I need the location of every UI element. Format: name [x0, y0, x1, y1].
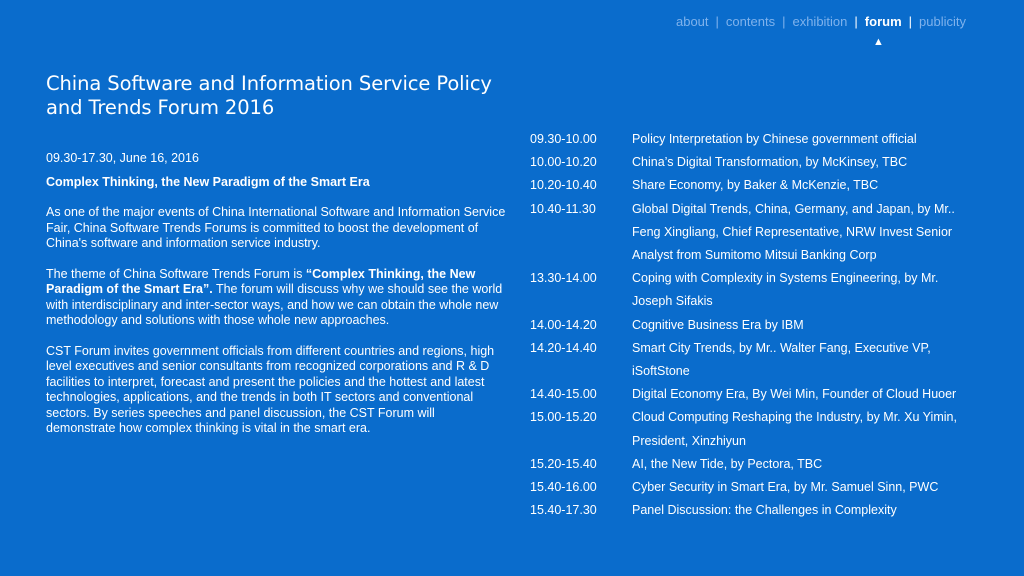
schedule-row [530, 174, 980, 197]
schedule-talk: Policy Interpretation by Chinese government official [632, 132, 917, 146]
schedule-talk: Coping with Complexity in Systems Engineering, by Mr. Joseph Sifakis [632, 271, 939, 309]
nav-link-exhibition[interactable]: exhibition [792, 14, 848, 29]
theme-paragraph-suffix: The forum will discuss why we should see the world with interdisciplinary and inter-sector ways, and how we can obtain the whole new methodology and solutions with those whole new approaches. [46, 282, 503, 327]
schedule-time: 15.40-17.30 [530, 503, 597, 518]
schedule-row [530, 151, 980, 174]
theme-paragraph-prefix: The theme of China Software Trends Forum is [46, 266, 306, 281]
schedule-row [530, 337, 980, 383]
schedule-time: 14.00-14.20 [530, 317, 597, 332]
page-title [46, 72, 506, 120]
schedule-talk: Cyber Security in Smart Era, by Mr. Samuel Sinn, PWC [632, 480, 939, 495]
theme-paragraph [46, 267, 506, 329]
schedule-row [530, 267, 980, 313]
nav-link-contents[interactable]: contents [725, 14, 776, 29]
schedule-time: 14.40-15.00 [530, 387, 597, 402]
schedule-talk: Smart City Trends, by Mr.. Walter Fang, Executive VP, iSoftStone [632, 340, 931, 379]
nav-separator: | [782, 14, 786, 29]
schedule-time: 15.40-16.00 [530, 480, 597, 495]
schedule-time: 10.20-10.40 [530, 178, 597, 193]
intro-paragraph: As one of the major events of China International Software and Information Service Fair, China Software Trends Forums is committed to boost the development of China's software and information service industry. [46, 205, 506, 250]
schedule-talk: China’s Digital Transformation, by McKinsey, TBC [632, 155, 908, 170]
schedule-time: 09.30-10.00 [530, 132, 597, 146]
schedule-time: 14.20-14.40 [530, 340, 597, 355]
nav-separator: | [715, 14, 719, 29]
schedule-talk: Global Digital Trends, China, Germany, and Japan, by Mr.. Feng Xingliang, Chief Representative, NRW Invest Senior Analyst from Sumitomo Mitsui Banking Corp [632, 201, 955, 263]
schedule-list [530, 128, 980, 522]
schedule-row [530, 383, 980, 406]
nav-separator: | [908, 14, 913, 29]
schedule-row [530, 314, 980, 337]
schedule-talk: AI, the New Tide, by Pectora, TBC [632, 456, 823, 471]
schedule-row [530, 476, 980, 499]
schedule-row [530, 499, 980, 522]
top-navigation [676, 14, 966, 29]
invitation-paragraph: CST Forum invites government officials from different countries and regions, high level executives and senior consultants from recognized corporations and R & D facilities to interpret, forecast and present the policies and the hottest and latest technologies, applications, and the trends in both IT sectors and conventional sectors. By series speeches and panel discussion, the CST Forum will demonstrate how complex thinking is vital in the smart era. [46, 343, 495, 435]
forum-theme-title: Complex Thinking, the New Paradigm of the Smart Era [46, 175, 370, 189]
schedule-row [530, 128, 980, 151]
nav-link-about[interactable]: about [675, 14, 709, 29]
schedule-row [530, 198, 980, 268]
nav-link-publicity[interactable]: publicity [919, 14, 966, 29]
page-title-line-1: China Software and Information Service Policy [46, 72, 492, 95]
forum-date: 09.30-17.30, June 16, 2016 [46, 151, 199, 165]
schedule-talk: Cognitive Business Era by IBM [632, 317, 804, 332]
schedule-row [530, 406, 980, 452]
schedule-time: 10.00-10.20 [530, 155, 597, 170]
schedule-talk: Panel Discussion: the Challenges in Complexity [632, 503, 897, 518]
nav-separator: | [854, 14, 858, 29]
schedule-row [530, 453, 980, 476]
schedule-time: 13.30-14.00 [530, 271, 597, 286]
schedule-time: 15.00-15.20 [530, 410, 597, 425]
schedule-talk: Share Economy, by Baker & McKenzie, TBC [632, 178, 879, 193]
schedule-talk: Digital Economy Era, By Wei Min, Founder of Cloud Huoer [632, 387, 957, 402]
forum-description [46, 72, 506, 437]
page-title-line-2: and Trends Forum 2016 [46, 96, 275, 119]
schedule-time: 15.20-15.40 [530, 456, 597, 471]
schedule-talk: Cloud Computing Reshaping the Industry, by Mr. Xu Yimin, President, Xinzhiyun [632, 410, 957, 448]
active-nav-indicator-icon: ▲ [873, 36, 884, 48]
theme-paragraph-highlight: “Complex Thinking, the New Paradigm of the Smart Era”. [46, 266, 476, 296]
nav-link-forum[interactable]: forum [864, 14, 902, 29]
schedule-time: 10.40-11.30 [530, 201, 596, 216]
